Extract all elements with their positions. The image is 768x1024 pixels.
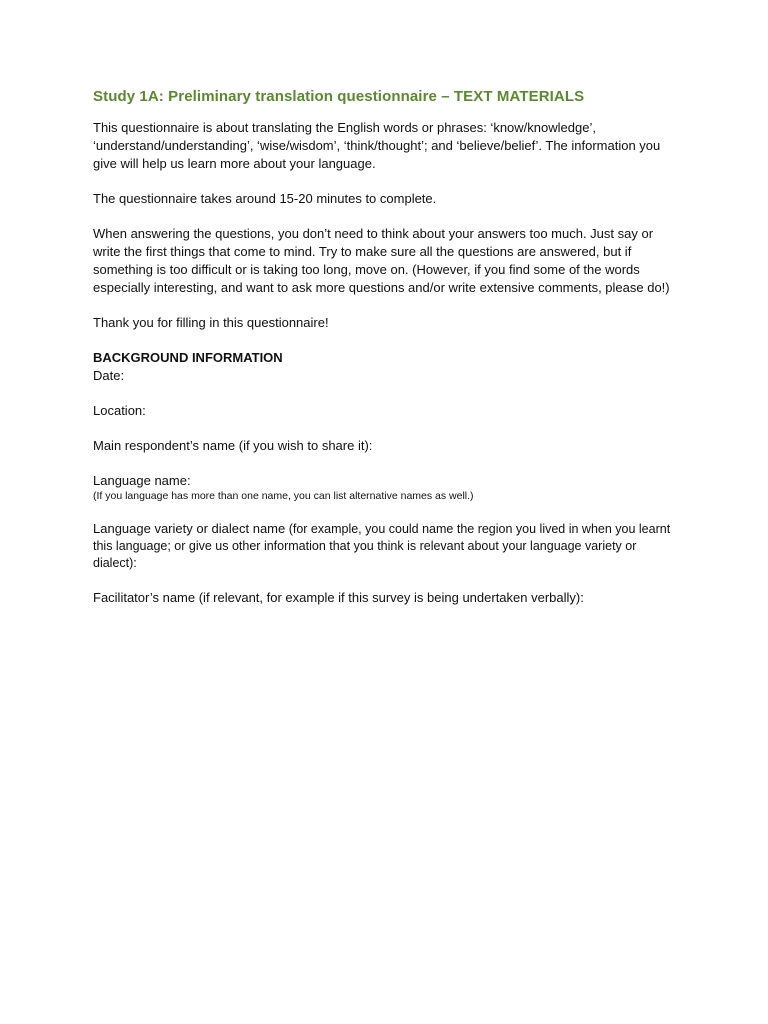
respondent-name-label: Main respondent’s name (if you wish to share it):	[93, 438, 373, 453]
language-variety-label: Language variety or dialect name	[93, 521, 286, 536]
background-heading: BACKGROUND INFORMATION	[93, 350, 283, 365]
duration-paragraph: The questionnaire takes around 15-20 minutes to complete.	[93, 191, 437, 206]
instructions-paragraph: When answering the questions, you don’t need to think about your answers too much. Just say or write the first things that come to mind. Try to make sure all the questions are answered, but if something is too difficult or is taking too long, move on. (However, if you find some of the words especially interesting, and want to ask more questions and/or write extensive comments, please do!)	[93, 226, 670, 295]
language-name-label: Language name:	[93, 473, 191, 488]
intro-paragraph: This questionnaire is about translating the English words or phrases: ‘know/knowledge’, ‘understand/understanding’, ‘wise/wisdom’, ‘think/thought’; and ‘believe/belief’. The information you give will help us learn more about your language.	[93, 120, 661, 171]
language-variety-note: (for example, you could name the region you lived in when you learnt this language; or give us other information that you think is relevant about your language variety or dialect):	[93, 522, 671, 570]
language-name-note: (If you language has more than one name, you can list alternative names as well.)	[93, 490, 474, 502]
date-label: Date:	[93, 368, 125, 383]
language-variety-field	[93, 520, 683, 572]
document-title: Study 1A: Preliminary translation questionnaire – TEXT MATERIALS	[93, 88, 585, 105]
location-label: Location:	[93, 403, 146, 418]
facilitator-name-label: Facilitator’s name (if relevant, for example if this survey is being undertaken verbally):	[93, 590, 584, 605]
thanks-paragraph: Thank you for filling in this questionnaire!	[93, 315, 329, 330]
document-page	[93, 88, 683, 607]
